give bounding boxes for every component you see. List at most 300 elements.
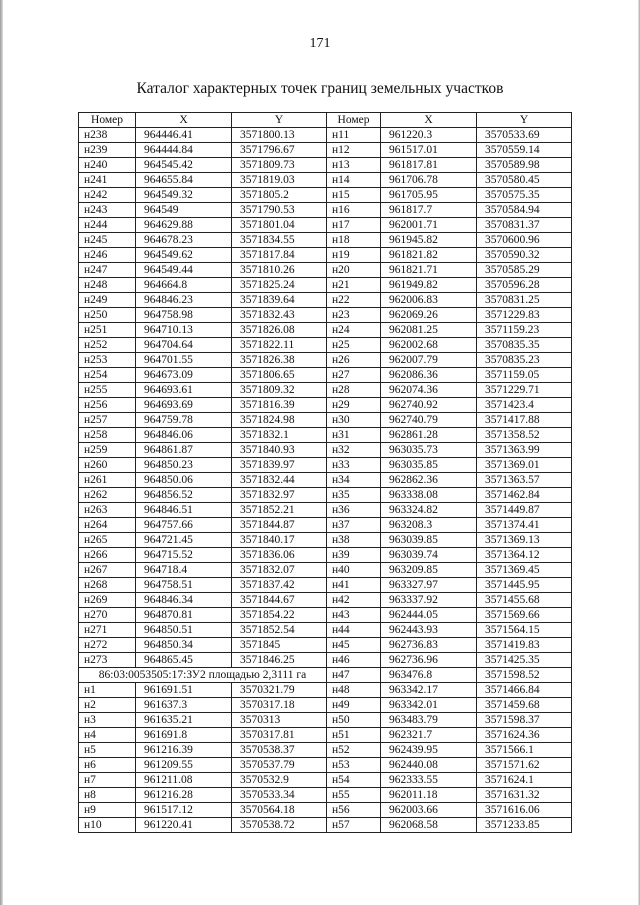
col-header-number-left: Номер [79, 113, 136, 128]
right-point-number-cell: н33 [327, 458, 381, 473]
right-point-number-cell: н21 [327, 278, 381, 293]
right-x-coordinate-cell: 962003.66 [381, 803, 477, 818]
right-x-coordinate-cell: 962068.58 [381, 818, 477, 833]
table-row [79, 818, 572, 833]
left-y-coordinate-cell: 3570321.79 [232, 683, 327, 698]
left-x-coordinate-cell: 961691.51 [136, 683, 232, 698]
right-y-coordinate-cell: 3570835.35 [477, 338, 572, 353]
left-point-number-cell: н264 [79, 518, 136, 533]
right-y-coordinate-cell: 3571598.52 [477, 668, 572, 683]
right-y-coordinate-cell: 3571624.1 [477, 773, 572, 788]
left-point-number-cell: н249 [79, 293, 136, 308]
left-y-coordinate-cell: 3571796.67 [232, 143, 327, 158]
right-x-coordinate-cell: 963327.97 [381, 578, 477, 593]
table-row [79, 728, 572, 743]
col-header-y-left: Y [232, 113, 327, 128]
left-x-coordinate-cell: 964549 [136, 203, 232, 218]
right-x-coordinate-cell: 961817.81 [381, 158, 477, 173]
right-y-coordinate-cell: 3571423.4 [477, 398, 572, 413]
left-point-number-cell: н262 [79, 488, 136, 503]
left-point-number-cell: н1 [79, 683, 136, 698]
right-x-coordinate-cell: 963342.01 [381, 698, 477, 713]
left-y-coordinate-cell: 3571854.22 [232, 608, 327, 623]
right-point-number-cell: н36 [327, 503, 381, 518]
left-point-number-cell: н258 [79, 428, 136, 443]
left-x-coordinate-cell: 964856.52 [136, 488, 232, 503]
table-row [79, 143, 572, 158]
right-y-coordinate-cell: 3571631.32 [477, 788, 572, 803]
right-x-coordinate-cell: 963342.17 [381, 683, 477, 698]
left-y-coordinate-cell: 3571810.26 [232, 263, 327, 278]
left-y-coordinate-cell: 3571834.55 [232, 233, 327, 248]
left-y-coordinate-cell: 3571839.64 [232, 293, 327, 308]
right-x-coordinate-cell: 962006.83 [381, 293, 477, 308]
table-row [79, 248, 572, 263]
left-x-coordinate-cell: 961216.39 [136, 743, 232, 758]
right-point-number-cell: н26 [327, 353, 381, 368]
left-point-number-cell: н238 [79, 128, 136, 143]
right-y-coordinate-cell: 3571417.88 [477, 413, 572, 428]
right-y-coordinate-cell: 3570585.29 [477, 263, 572, 278]
right-y-coordinate-cell: 3570596.28 [477, 278, 572, 293]
right-point-number-cell: н48 [327, 683, 381, 698]
right-x-coordinate-cell: 963338.08 [381, 488, 477, 503]
left-x-coordinate-cell: 964718.4 [136, 563, 232, 578]
table-row [79, 623, 572, 638]
left-point-number-cell: н252 [79, 338, 136, 353]
right-y-coordinate-cell: 3571229.71 [477, 383, 572, 398]
table-row [79, 128, 572, 143]
left-x-coordinate-cell: 964850.23 [136, 458, 232, 473]
right-x-coordinate-cell: 962443.93 [381, 623, 477, 638]
right-point-number-cell: н40 [327, 563, 381, 578]
right-x-coordinate-cell: 963039.85 [381, 533, 477, 548]
right-x-coordinate-cell: 962740.92 [381, 398, 477, 413]
left-point-number-cell: н265 [79, 533, 136, 548]
left-x-coordinate-cell: 964664.8 [136, 278, 232, 293]
right-y-coordinate-cell: 3571364.12 [477, 548, 572, 563]
left-y-coordinate-cell: 3571840.17 [232, 533, 327, 548]
right-x-coordinate-cell: 962333.55 [381, 773, 477, 788]
right-y-coordinate-cell: 3571419.83 [477, 638, 572, 653]
table-row [79, 563, 572, 578]
right-x-coordinate-cell: 963337.92 [381, 593, 477, 608]
col-header-y-right: Y [477, 113, 572, 128]
left-x-coordinate-cell: 964865.45 [136, 653, 232, 668]
right-point-number-cell: н53 [327, 758, 381, 773]
right-x-coordinate-cell: 962007.79 [381, 353, 477, 368]
left-y-coordinate-cell: 3571809.73 [232, 158, 327, 173]
left-y-coordinate-cell: 3571819.03 [232, 173, 327, 188]
right-point-number-cell: н49 [327, 698, 381, 713]
right-point-number-cell: н11 [327, 128, 381, 143]
left-x-coordinate-cell: 964545.42 [136, 158, 232, 173]
left-x-coordinate-cell: 964759.78 [136, 413, 232, 428]
table-row [79, 473, 572, 488]
table-row [79, 713, 572, 728]
right-point-number-cell: н52 [327, 743, 381, 758]
right-y-coordinate-cell: 3570580.45 [477, 173, 572, 188]
right-x-coordinate-cell: 961821.82 [381, 248, 477, 263]
left-x-coordinate-cell: 964758.98 [136, 308, 232, 323]
table-row [79, 263, 572, 278]
table-row [79, 488, 572, 503]
right-y-coordinate-cell: 3570533.69 [477, 128, 572, 143]
right-point-number-cell: н51 [327, 728, 381, 743]
right-point-number-cell: н56 [327, 803, 381, 818]
table-row [79, 803, 572, 818]
left-x-coordinate-cell: 964758.51 [136, 578, 232, 593]
col-header-number-right: Номер [327, 113, 381, 128]
table-row [79, 323, 572, 338]
left-point-number-cell: н246 [79, 248, 136, 263]
right-y-coordinate-cell: 3571233.85 [477, 818, 572, 833]
left-x-coordinate-cell: 964446.41 [136, 128, 232, 143]
left-point-number-cell: н7 [79, 773, 136, 788]
left-x-coordinate-cell: 964846.51 [136, 503, 232, 518]
left-x-coordinate-cell: 964710.13 [136, 323, 232, 338]
col-header-x-right: X [381, 113, 477, 128]
left-y-coordinate-cell: 3571801.04 [232, 218, 327, 233]
left-y-coordinate-cell: 3571845 [232, 638, 327, 653]
left-x-coordinate-cell: 964549.32 [136, 188, 232, 203]
left-point-number-cell: н271 [79, 623, 136, 638]
right-point-number-cell: н18 [327, 233, 381, 248]
right-point-number-cell: н13 [327, 158, 381, 173]
right-x-coordinate-cell: 962069.26 [381, 308, 477, 323]
right-y-coordinate-cell: 3571569.66 [477, 608, 572, 623]
left-x-coordinate-cell: 964870.81 [136, 608, 232, 623]
right-point-number-cell: н23 [327, 308, 381, 323]
right-x-coordinate-cell: 961220.3 [381, 128, 477, 143]
right-y-coordinate-cell: 3570600.96 [477, 233, 572, 248]
left-x-coordinate-cell: 964549.62 [136, 248, 232, 263]
left-y-coordinate-cell: 3571826.08 [232, 323, 327, 338]
right-point-number-cell: н28 [327, 383, 381, 398]
right-x-coordinate-cell: 961705.95 [381, 188, 477, 203]
right-x-coordinate-cell: 961817.7 [381, 203, 477, 218]
left-point-number-cell: н267 [79, 563, 136, 578]
right-x-coordinate-cell: 962439.95 [381, 743, 477, 758]
left-y-coordinate-cell: 3571832.97 [232, 488, 327, 503]
left-point-number-cell: н6 [79, 758, 136, 773]
left-y-coordinate-cell: 3571806.65 [232, 368, 327, 383]
right-x-coordinate-cell: 963208.3 [381, 518, 477, 533]
left-point-number-cell: н3 [79, 713, 136, 728]
table-row [79, 218, 572, 233]
right-y-coordinate-cell: 3571564.15 [477, 623, 572, 638]
left-point-number-cell: н244 [79, 218, 136, 233]
right-y-coordinate-cell: 3571363.57 [477, 473, 572, 488]
table-row [79, 578, 572, 593]
col-header-x-left: X [136, 113, 232, 128]
right-point-number-cell: н17 [327, 218, 381, 233]
table-row [79, 338, 572, 353]
right-x-coordinate-cell: 962321.7 [381, 728, 477, 743]
right-x-coordinate-cell: 962074.36 [381, 383, 477, 398]
scan-edge-left [0, 0, 3, 905]
left-x-coordinate-cell: 964444.84 [136, 143, 232, 158]
left-point-number-cell: н251 [79, 323, 136, 338]
left-point-number-cell: н261 [79, 473, 136, 488]
left-point-number-cell: н270 [79, 608, 136, 623]
right-point-number-cell: н43 [327, 608, 381, 623]
table-header-row [79, 113, 572, 128]
right-y-coordinate-cell: 3571369.13 [477, 533, 572, 548]
table-row [79, 353, 572, 368]
left-x-coordinate-cell: 961211.08 [136, 773, 232, 788]
right-point-number-cell: н46 [327, 653, 381, 668]
right-point-number-cell: н32 [327, 443, 381, 458]
parcel-subheading: 86:03:0053505:17:ЗУ2 площадью 2,3111 га [79, 668, 327, 683]
right-x-coordinate-cell: 961517.01 [381, 143, 477, 158]
right-point-number-cell: н30 [327, 413, 381, 428]
page-number: 171 [309, 36, 331, 51]
table-row [79, 533, 572, 548]
coordinates-table [78, 112, 572, 833]
left-y-coordinate-cell: 3571805.2 [232, 188, 327, 203]
left-y-coordinate-cell: 3571800.13 [232, 128, 327, 143]
right-point-number-cell: н22 [327, 293, 381, 308]
table-row [79, 233, 572, 248]
left-x-coordinate-cell: 961216.28 [136, 788, 232, 803]
right-y-coordinate-cell: 3571449.87 [477, 503, 572, 518]
left-x-coordinate-cell: 961635.21 [136, 713, 232, 728]
left-y-coordinate-cell: 3571790.53 [232, 203, 327, 218]
left-x-coordinate-cell: 964693.69 [136, 398, 232, 413]
left-x-coordinate-cell: 964701.55 [136, 353, 232, 368]
right-y-coordinate-cell: 3571159.05 [477, 368, 572, 383]
left-y-coordinate-cell: 3571832.44 [232, 473, 327, 488]
right-point-number-cell: н35 [327, 488, 381, 503]
right-y-coordinate-cell: 3570575.35 [477, 188, 572, 203]
right-point-number-cell: н12 [327, 143, 381, 158]
table-row [79, 698, 572, 713]
right-y-coordinate-cell: 3571466.84 [477, 683, 572, 698]
right-point-number-cell: н44 [327, 623, 381, 638]
left-y-coordinate-cell: 3571825.24 [232, 278, 327, 293]
right-y-coordinate-cell: 3570584.94 [477, 203, 572, 218]
left-point-number-cell: н10 [79, 818, 136, 833]
left-x-coordinate-cell: 964678.23 [136, 233, 232, 248]
left-point-number-cell: н257 [79, 413, 136, 428]
left-y-coordinate-cell: 3570538.72 [232, 818, 327, 833]
left-y-coordinate-cell: 3571824.98 [232, 413, 327, 428]
table-row [79, 158, 572, 173]
left-y-coordinate-cell: 3570317.81 [232, 728, 327, 743]
left-x-coordinate-cell: 961517.12 [136, 803, 232, 818]
left-x-coordinate-cell: 964693.61 [136, 383, 232, 398]
right-y-coordinate-cell: 3570831.25 [477, 293, 572, 308]
left-x-coordinate-cell: 964704.64 [136, 338, 232, 353]
left-point-number-cell: н2 [79, 698, 136, 713]
coordinates-table-container [78, 112, 572, 833]
right-point-number-cell: н55 [327, 788, 381, 803]
right-x-coordinate-cell: 963324.82 [381, 503, 477, 518]
table-row [79, 383, 572, 398]
left-point-number-cell: н250 [79, 308, 136, 323]
right-y-coordinate-cell: 3570559.14 [477, 143, 572, 158]
left-y-coordinate-cell: 3570564.18 [232, 803, 327, 818]
left-x-coordinate-cell: 964850.51 [136, 623, 232, 638]
table-row [79, 443, 572, 458]
left-point-number-cell: н242 [79, 188, 136, 203]
left-y-coordinate-cell: 3571817.84 [232, 248, 327, 263]
right-point-number-cell: н20 [327, 263, 381, 278]
table-row [79, 773, 572, 788]
left-point-number-cell: н259 [79, 443, 136, 458]
left-x-coordinate-cell: 964629.88 [136, 218, 232, 233]
left-y-coordinate-cell: 3571837.42 [232, 578, 327, 593]
left-x-coordinate-cell: 964846.23 [136, 293, 232, 308]
left-y-coordinate-cell: 3571826.38 [232, 353, 327, 368]
table-row [79, 293, 572, 308]
right-y-coordinate-cell: 3571624.36 [477, 728, 572, 743]
left-y-coordinate-cell: 3571822.11 [232, 338, 327, 353]
right-y-coordinate-cell: 3571374.41 [477, 518, 572, 533]
left-y-coordinate-cell: 3571836.06 [232, 548, 327, 563]
right-y-coordinate-cell: 3570589.98 [477, 158, 572, 173]
left-y-coordinate-cell: 3571852.21 [232, 503, 327, 518]
table-row [79, 638, 572, 653]
table-row [79, 548, 572, 563]
table-row [79, 188, 572, 203]
right-x-coordinate-cell: 962086.36 [381, 368, 477, 383]
right-y-coordinate-cell: 3571571.62 [477, 758, 572, 773]
left-y-coordinate-cell: 3571832.1 [232, 428, 327, 443]
right-x-coordinate-cell: 961949.82 [381, 278, 477, 293]
table-row [79, 788, 572, 803]
table-row [79, 308, 572, 323]
left-point-number-cell: н256 [79, 398, 136, 413]
right-x-coordinate-cell: 961945.82 [381, 233, 477, 248]
left-x-coordinate-cell: 964846.06 [136, 428, 232, 443]
right-y-coordinate-cell: 3571462.84 [477, 488, 572, 503]
left-x-coordinate-cell: 964850.06 [136, 473, 232, 488]
left-y-coordinate-cell: 3571844.67 [232, 593, 327, 608]
right-x-coordinate-cell: 962861.28 [381, 428, 477, 443]
left-y-coordinate-cell: 3571832.07 [232, 563, 327, 578]
right-y-coordinate-cell: 3570835.23 [477, 353, 572, 368]
left-y-coordinate-cell: 3571816.39 [232, 398, 327, 413]
right-point-number-cell: н37 [327, 518, 381, 533]
right-x-coordinate-cell: 962444.05 [381, 608, 477, 623]
right-x-coordinate-cell: 963209.85 [381, 563, 477, 578]
left-point-number-cell: н268 [79, 578, 136, 593]
right-x-coordinate-cell: 961706.78 [381, 173, 477, 188]
right-point-number-cell: н24 [327, 323, 381, 338]
left-x-coordinate-cell: 964715.52 [136, 548, 232, 563]
right-y-coordinate-cell: 3571616.06 [477, 803, 572, 818]
right-y-coordinate-cell: 3571159.23 [477, 323, 572, 338]
right-point-number-cell: н29 [327, 398, 381, 413]
right-x-coordinate-cell: 963039.74 [381, 548, 477, 563]
right-point-number-cell: н57 [327, 818, 381, 833]
left-y-coordinate-cell: 3571852.54 [232, 623, 327, 638]
table-row [79, 398, 572, 413]
right-point-number-cell: н45 [327, 638, 381, 653]
table-row [79, 518, 572, 533]
left-y-coordinate-cell: 3571809.32 [232, 383, 327, 398]
right-point-number-cell: н15 [327, 188, 381, 203]
right-point-number-cell: н50 [327, 713, 381, 728]
table-row [79, 683, 572, 698]
table-row [79, 173, 572, 188]
right-x-coordinate-cell: 962440.08 [381, 758, 477, 773]
right-y-coordinate-cell: 3571566.1 [477, 743, 572, 758]
right-x-coordinate-cell: 962081.25 [381, 323, 477, 338]
left-point-number-cell: н255 [79, 383, 136, 398]
left-point-number-cell: н248 [79, 278, 136, 293]
right-point-number-cell: н27 [327, 368, 381, 383]
left-y-coordinate-cell: 3571832.43 [232, 308, 327, 323]
left-y-coordinate-cell: 3571846.25 [232, 653, 327, 668]
left-x-coordinate-cell: 964850.34 [136, 638, 232, 653]
right-x-coordinate-cell: 962736.83 [381, 638, 477, 653]
table-row [79, 368, 572, 383]
right-x-coordinate-cell: 962002.68 [381, 338, 477, 353]
right-y-coordinate-cell: 3571445.95 [477, 578, 572, 593]
right-y-coordinate-cell: 3571369.45 [477, 563, 572, 578]
left-point-number-cell: н253 [79, 353, 136, 368]
right-x-coordinate-cell: 963483.79 [381, 713, 477, 728]
left-x-coordinate-cell: 961637.3 [136, 698, 232, 713]
right-y-coordinate-cell: 3570831.37 [477, 218, 572, 233]
right-point-number-cell: н34 [327, 473, 381, 488]
left-point-number-cell: н239 [79, 143, 136, 158]
right-point-number-cell: н25 [327, 338, 381, 353]
right-point-number-cell: н47 [327, 668, 381, 683]
table-row [79, 413, 572, 428]
left-x-coordinate-cell: 964861.87 [136, 443, 232, 458]
right-point-number-cell: н14 [327, 173, 381, 188]
left-point-number-cell: н272 [79, 638, 136, 653]
right-y-coordinate-cell: 3571229.83 [477, 308, 572, 323]
table-row [79, 653, 572, 668]
right-y-coordinate-cell: 3571425.35 [477, 653, 572, 668]
right-y-coordinate-cell: 3571598.37 [477, 713, 572, 728]
right-y-coordinate-cell: 3571369.01 [477, 458, 572, 473]
right-point-number-cell: н19 [327, 248, 381, 263]
table-row [79, 428, 572, 443]
right-point-number-cell: н16 [327, 203, 381, 218]
table-row [79, 608, 572, 623]
right-y-coordinate-cell: 3571459.68 [477, 698, 572, 713]
table-row [79, 203, 572, 218]
left-point-number-cell: н240 [79, 158, 136, 173]
left-x-coordinate-cell: 964757.66 [136, 518, 232, 533]
left-y-coordinate-cell: 3570313 [232, 713, 327, 728]
left-y-coordinate-cell: 3571839.97 [232, 458, 327, 473]
left-point-number-cell: н241 [79, 173, 136, 188]
left-x-coordinate-cell: 961220.41 [136, 818, 232, 833]
left-point-number-cell: н5 [79, 743, 136, 758]
left-y-coordinate-cell: 3570533.34 [232, 788, 327, 803]
table-row [79, 743, 572, 758]
right-x-coordinate-cell: 963035.85 [381, 458, 477, 473]
right-y-coordinate-cell: 3570590.32 [477, 248, 572, 263]
left-x-coordinate-cell: 964721.45 [136, 533, 232, 548]
right-x-coordinate-cell: 961821.71 [381, 263, 477, 278]
left-x-coordinate-cell: 964549.44 [136, 263, 232, 278]
left-y-coordinate-cell: 3571844.87 [232, 518, 327, 533]
table-row [79, 278, 572, 293]
right-x-coordinate-cell: 963476.8 [381, 668, 477, 683]
right-y-coordinate-cell: 3571455.68 [477, 593, 572, 608]
table-row [79, 593, 572, 608]
left-point-number-cell: н263 [79, 503, 136, 518]
table-row [79, 758, 572, 773]
